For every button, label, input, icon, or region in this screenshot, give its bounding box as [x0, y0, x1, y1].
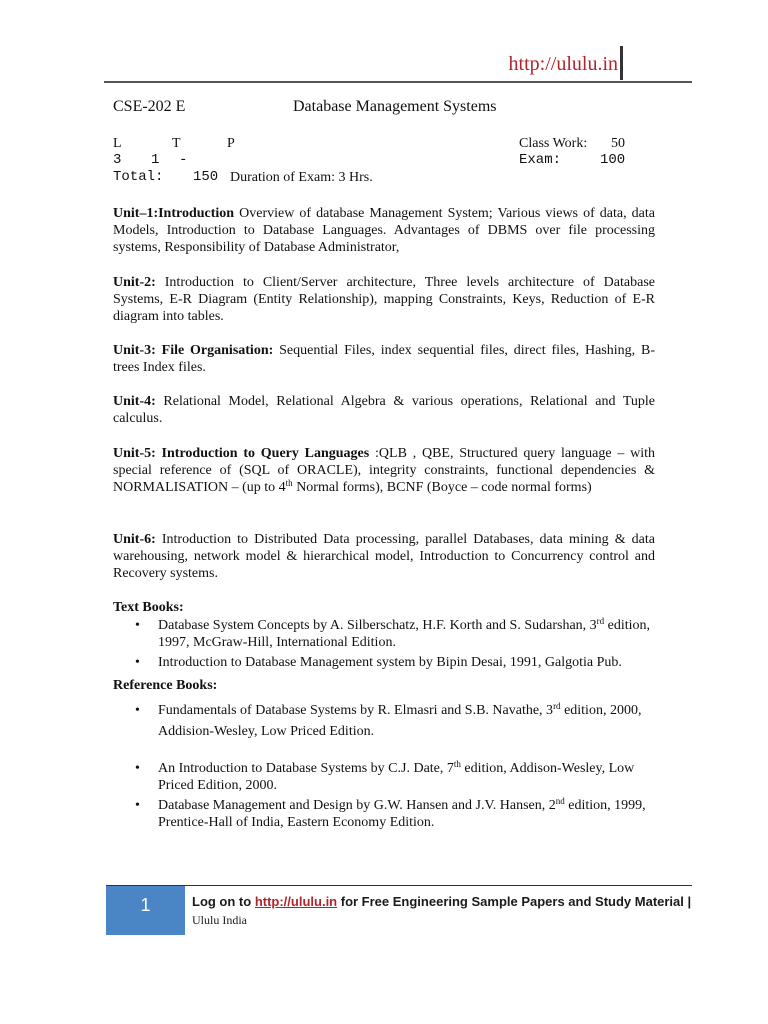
reference-book-2-sup: th — [453, 759, 461, 769]
text-books-list — [113, 617, 655, 674]
footer-link[interactable]: http://ululu.in — [254, 894, 338, 909]
total-value: 150 — [193, 169, 219, 185]
unit-6-heading: Unit-6: — [113, 532, 156, 547]
l-value: 3 — [113, 152, 122, 168]
footer-text — [192, 893, 692, 929]
unit-4-text: Relational Model, Relational Algebra & various operations, Relational and Tuple calculus. — [113, 394, 655, 426]
reference-book-1-b: edition, 2000, Addision-Wesley, Low Priced Edition. — [158, 703, 642, 739]
course-title: Database Management Systems — [293, 98, 497, 115]
reference-book-2-a: An Introduction to Database Systems by C.J. Date, 7 — [158, 761, 454, 776]
text-book-1-a: Database System Concepts by A. Silberschatz, H.F. Korth and S. Sudarshan, 3 — [158, 618, 597, 633]
p-value: - — [179, 152, 188, 168]
reference-book-item — [113, 797, 655, 831]
p-label: P — [227, 136, 235, 151]
unit-1-heading: Unit–1:Introduction — [113, 206, 235, 221]
unit-4-heading: Unit-4: — [113, 394, 156, 409]
exam-value: 100 — [600, 152, 626, 168]
unit-6 — [113, 531, 655, 582]
unit-5-sup: th — [285, 478, 293, 488]
reference-book-3-b: edition, 1999, Prentice-Hall of India, Eastern Economy Edition. — [158, 798, 646, 830]
text-book-item — [113, 654, 655, 671]
unit-3 — [113, 342, 655, 376]
header-rule — [104, 81, 692, 83]
unit-4 — [113, 393, 655, 427]
header-site-link[interactable]: http://ululu.in — [508, 53, 618, 75]
unit-5-heading: Unit-5: Introduction to Query Languages — [113, 446, 370, 461]
t-label: T — [172, 136, 181, 151]
reference-books-heading: Reference Books: — [113, 678, 218, 693]
unit-2-text: Introduction to Client/Server architecture, Three levels architecture of Database Systems, E-R Diagram (Entity Relationship), mapping Constraints, Keys, Reduction of E-R diagram into tables. — [113, 275, 655, 324]
class-work-label: Class Work: — [519, 136, 588, 151]
unit-2 — [113, 274, 655, 325]
t-value: 1 — [151, 152, 160, 168]
unit-3-heading: Unit-3: File Organisation: — [113, 343, 274, 358]
unit-1 — [113, 205, 655, 256]
unit-1-text: Overview of database Management System; Various views of data, data Models, Introduction to Database Languages. Advantages of DBMS over file processing systems, Responsibility of Database Administrator, — [113, 206, 655, 255]
page-number-box — [106, 886, 185, 935]
exam-duration: Duration of Exam: 3 Hrs. — [230, 170, 373, 185]
unit-3-text: Sequential Files, index sequential files, direct files, Hashing, B-trees Index files. — [113, 343, 655, 375]
course-code: CSE-202 E — [113, 98, 186, 115]
footer-prefix: Log on to — [192, 894, 255, 909]
reference-book-3-sup: nd — [555, 796, 565, 806]
reference-book-3-a: Database Management and Design by G.W. Hansen and J.V. Hansen, 2 — [158, 798, 556, 813]
class-work-value: 50 — [611, 136, 625, 151]
reference-book-item — [113, 760, 655, 794]
reference-books-list — [113, 700, 655, 834]
reference-book-1-sup: rd — [553, 701, 561, 711]
text-books-heading: Text Books: — [113, 600, 184, 615]
unit-6-text: Introduction to Distributed Data processing, parallel Databases, data mining & data warehousing, network model & hierarchical model, Introduction to Concurrency control and Recovery systems. — [113, 532, 655, 581]
text-book-1-b: edition, 1997, McGraw-Hill, International Edition. — [158, 618, 651, 650]
header-divider-bar — [620, 46, 623, 80]
footer-suffix: for Free Engineering Sample Papers and Study Material | — [337, 894, 692, 909]
l-label: L — [113, 136, 122, 151]
footer-org: Ululu India — [192, 913, 247, 927]
total-label: Total: — [113, 169, 164, 185]
reference-book-2-b: edition, Addison-Wesley, Low Priced Edition, 2000. — [158, 761, 635, 793]
page-number: 1 — [140, 895, 151, 915]
text-book-item — [113, 617, 655, 651]
footer-rule — [106, 885, 692, 886]
unit-5-text-a: :QLB , QBE, Structured query language – with special reference of (SQL of ORACLE), integrity constraints, functional dependencies & NORMALISATION – (up to 4 — [113, 446, 655, 495]
reference-book-1-a: Fundamentals of Database Systems by R. Elmasri and S.B. Navathe, 3 — [158, 703, 554, 718]
text-book-2-a: Introduction to Database Management system by Bipin Desai, 1991, Galgotia Pub. — [158, 655, 622, 670]
reference-book-item — [113, 700, 655, 742]
text-book-1-sup: rd — [596, 616, 605, 626]
exam-label: Exam: — [519, 152, 562, 168]
unit-5-text-b: Normal forms), BCNF (Boyce – code normal forms) — [292, 480, 592, 495]
unit-2-heading: Unit-2: — [113, 275, 156, 290]
unit-5 — [113, 445, 655, 496]
